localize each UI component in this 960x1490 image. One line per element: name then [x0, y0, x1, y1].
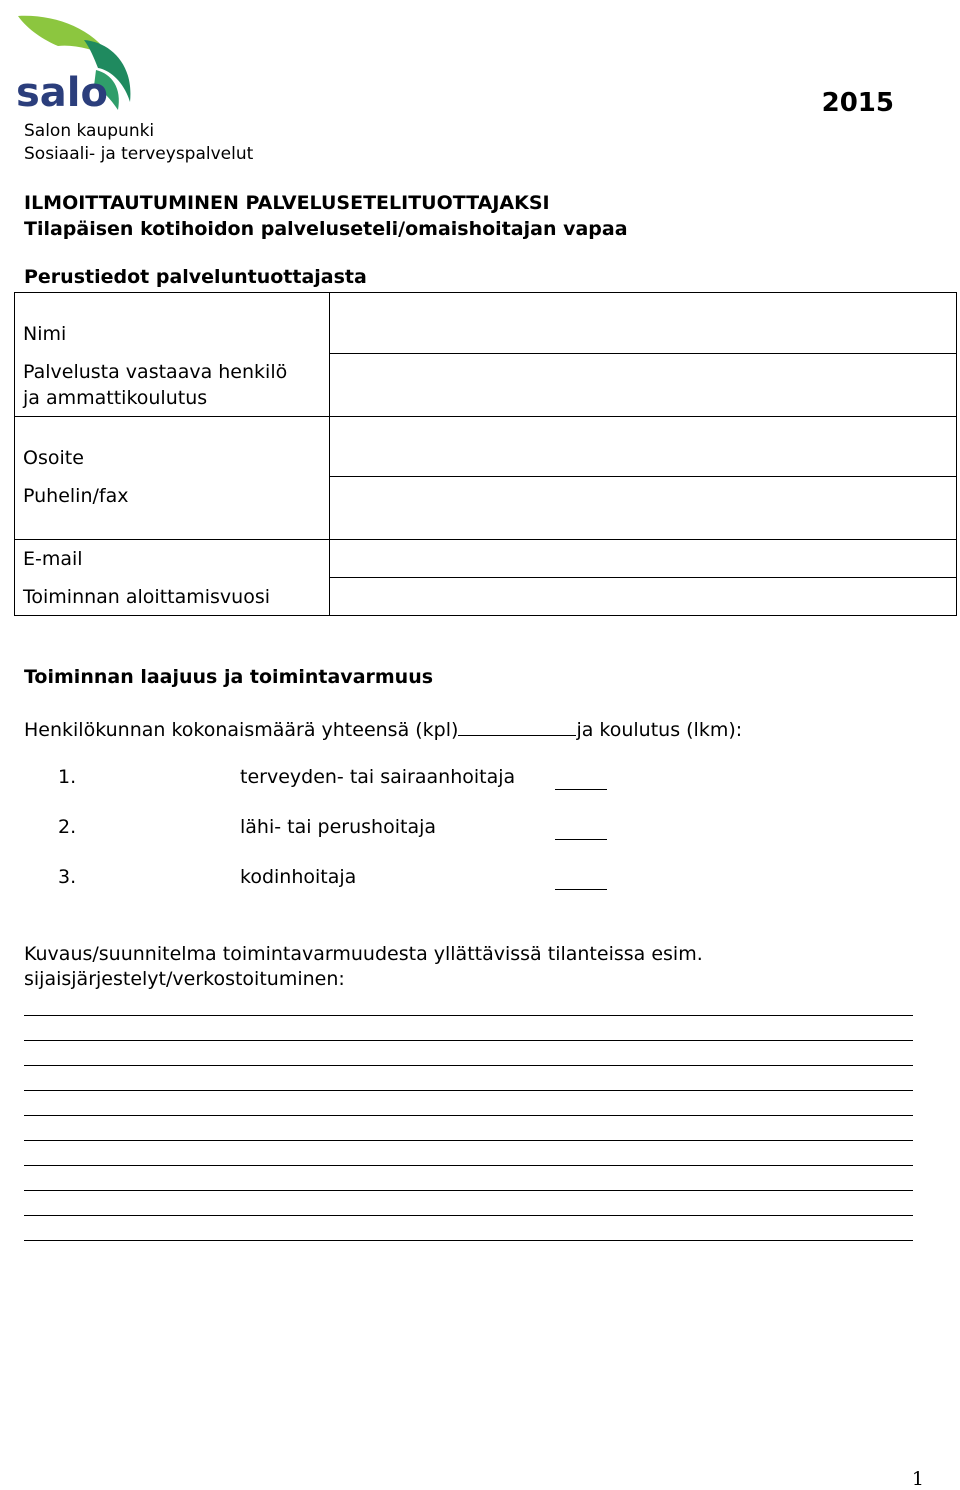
- qualification-count-field[interactable]: [555, 838, 607, 840]
- staff-count-field[interactable]: [458, 716, 576, 736]
- salo-logo-graphic: [14, 10, 144, 120]
- table-row: [15, 540, 957, 578]
- qualification-label: terveyden- tai sairaanhoitaja: [240, 766, 516, 788]
- email-field[interactable]: [330, 540, 957, 578]
- qualification-count-field[interactable]: [555, 888, 607, 890]
- label-email: E-mail: [23, 548, 83, 570]
- staff-count-line: [24, 716, 742, 741]
- responsible-person-field[interactable]: [330, 354, 957, 417]
- qualification-number: 2.: [58, 816, 77, 838]
- document-title: [24, 190, 628, 242]
- page-number: 1: [911, 1468, 924, 1490]
- answer-line[interactable]: [24, 1089, 913, 1091]
- address-field[interactable]: [330, 417, 957, 477]
- label-responsible-person: Palvelusta vastaava henkilö: [23, 361, 288, 383]
- qualification-count-field[interactable]: [555, 788, 607, 790]
- basic-info-heading: Perustiedot palveluntuottajasta: [24, 266, 367, 288]
- qualification-label: kodinhoitaja: [240, 866, 357, 888]
- title-line-1: ILMOITTAUTUMINEN PALVELUSETELITUOTTAJAKSI: [24, 192, 550, 214]
- basic-info-table: [14, 292, 957, 616]
- document-year: 2015: [821, 88, 894, 118]
- label-address: Osoite: [23, 447, 84, 469]
- salo-logo-text: salo: [16, 70, 108, 116]
- scope-heading: Toiminnan laajuus ja toimintavarmuus: [24, 666, 434, 688]
- label-start-year: Toiminnan aloittamisvuosi: [23, 586, 271, 608]
- staff-count-label: Henkilökunnan kokonaismäärä yhteensä (kpl): [24, 719, 459, 741]
- label-responsible-person-cont: ja ammattikoulutus: [23, 387, 208, 409]
- answer-line[interactable]: [24, 1214, 913, 1216]
- answer-line[interactable]: [24, 1114, 913, 1116]
- qualification-number: 3.: [58, 866, 77, 888]
- description-line-1: Kuvaus/suunnitelma toimintavarmuudesta yllättävissä tilanteissa esim.: [24, 943, 703, 965]
- label-cell: [15, 417, 330, 540]
- label-phone-fax: Puhelin/fax: [23, 485, 129, 507]
- answer-line[interactable]: [24, 1189, 913, 1191]
- answer-line[interactable]: [24, 1064, 913, 1066]
- phone-fax-field[interactable]: [330, 477, 957, 540]
- table-row: [15, 293, 957, 354]
- title-line-2: Tilapäisen kotihoidon palveluseteli/omaishoitajan vapaa: [24, 218, 628, 240]
- table-row: [15, 417, 957, 477]
- label-cell: [15, 540, 330, 616]
- department-name: Sosiaali- ja terveyspalvelut: [24, 144, 254, 164]
- answer-line[interactable]: [24, 1239, 913, 1241]
- start-year-field[interactable]: [330, 578, 957, 616]
- organization-block: [24, 120, 253, 166]
- answer-line[interactable]: [24, 1039, 913, 1041]
- qualification-label: lähi- tai perushoitaja: [240, 816, 437, 838]
- answer-line[interactable]: [24, 1164, 913, 1166]
- contingency-description-prompt: [24, 942, 703, 992]
- qualification-number: 1.: [58, 766, 77, 788]
- label-name: Nimi: [23, 323, 67, 345]
- name-field[interactable]: [330, 293, 957, 354]
- staff-training-label: ja koulutus (lkm):: [576, 719, 743, 741]
- org-name: Salon kaupunki: [24, 121, 155, 141]
- answer-line[interactable]: [24, 1014, 913, 1016]
- salo-logo: [14, 10, 144, 120]
- label-cell: [15, 293, 330, 417]
- description-line-2: sijaisjärjestelyt/verkostoituminen:: [24, 968, 345, 990]
- answer-line[interactable]: [24, 1139, 913, 1141]
